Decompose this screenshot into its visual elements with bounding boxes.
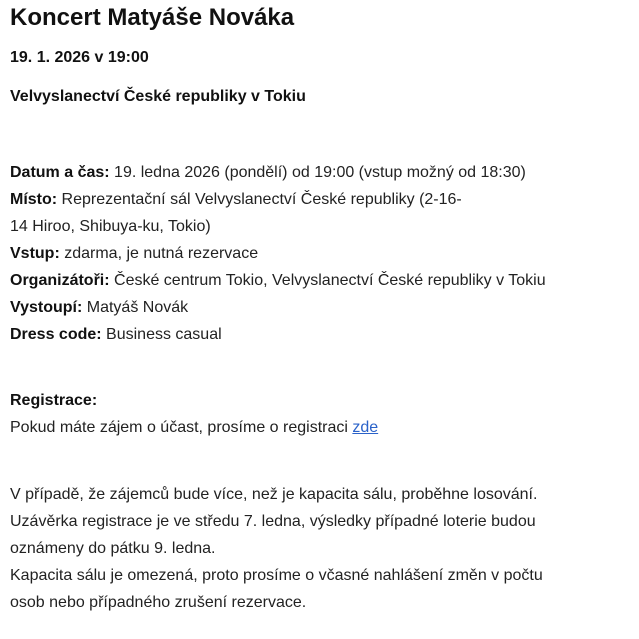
event-date: 19. 1. 2026 v 19:00 xyxy=(10,49,149,66)
event-venue: Velvyslanectví České republiky v Tokiu xyxy=(10,88,306,105)
datetime-label: Datum a čas: xyxy=(10,164,110,181)
registration-section xyxy=(10,387,630,441)
organizers-value: České centrum Tokio, Velvyslanectví České republiky v Tokiu xyxy=(109,272,546,289)
registration-text: Pokud máte zájem o účast, prosíme o registraci xyxy=(10,419,353,436)
lottery-line-1: V případě, že zájemců bude více, než je kapacita sálu, proběhne losování. xyxy=(10,486,538,503)
lottery-line-2: Uzávěrka registrace je ve středu 7. ledna, výsledky případné loterie budou xyxy=(10,513,536,530)
registration-link[interactable]: zde xyxy=(352,419,379,436)
capacity-line-1: Kapacita sálu je omezená, proto prosíme o včasné nahlášení změn v počtu xyxy=(10,567,543,584)
entry-label: Vstup: xyxy=(10,245,60,262)
event-details xyxy=(10,159,630,348)
organizers-label: Organizátoři: xyxy=(10,272,110,289)
detail-organizers xyxy=(10,267,630,294)
performer-value: Matyáš Novák xyxy=(82,299,189,316)
detail-entry xyxy=(10,240,630,267)
detail-performer xyxy=(10,294,630,321)
place-value-line-2: 14 Hiroo, Shibuya-ku, Tokio) xyxy=(10,218,211,235)
page-title: Koncert Matyáše Nováka xyxy=(10,4,295,31)
lottery-line-3: oznámeny do pátku 9. ledna. xyxy=(10,540,216,557)
detail-datetime xyxy=(10,159,630,186)
place-value-line-1: Reprezentační sál Velvyslanectví České republiky (2-16- xyxy=(57,191,462,208)
dresscode-value: Business casual xyxy=(101,326,222,343)
dresscode-label: Dress code: xyxy=(10,326,102,343)
place-label: Místo: xyxy=(10,191,58,208)
datetime-value: 19. ledna 2026 (pondělí) od 19:00 (vstup možný od 18:30) xyxy=(109,164,526,181)
detail-place xyxy=(10,186,630,240)
entry-value: zdarma, je nutná rezervace xyxy=(59,245,259,262)
notes-section xyxy=(10,481,620,616)
capacity-line-2: osob nebo případného zrušení rezervace. xyxy=(10,594,307,611)
performer-label: Vystoupí: xyxy=(10,299,83,316)
detail-dresscode xyxy=(10,321,630,348)
registration-label: Registrace: xyxy=(10,392,98,409)
